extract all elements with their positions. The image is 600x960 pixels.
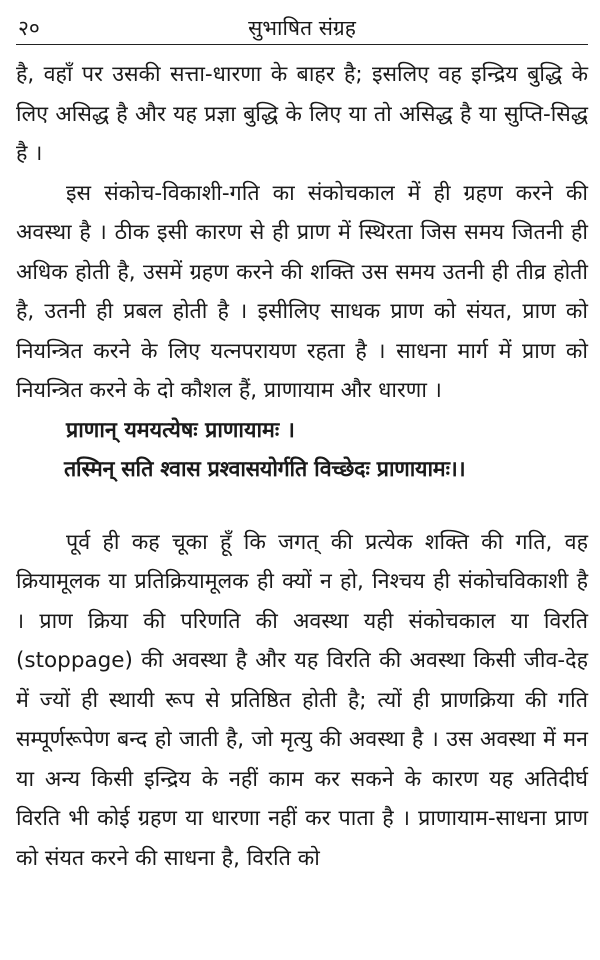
paragraph-3: पूर्व ही कह चूका हूँ कि जगत् की प्रत्येक शक्ति की गति, वह क्रियामूलक या प्रतिक्रियामूलक ही क्यों न हो, निश्चय ही संकोचविकाशी है । प्राण क्रिया की परिणति की अवस्था यही संकोचकाल या विरति (stoppage) की अवस्था है और यह विरति की अवस्था किसी जीव-देह में ज्यों ही स्थायी रूप से प्रतिष्ठित होती है; त्यों ही प्राणक्रिया की गति सम्पूर्णरूपेण बन्द हो जाती है, जो मृत्यु की अवस्था है । उस अवस्था में मन या अन्य किसी इन्द्रिय के नहीं काम कर सकने के कारण यह अतिदीर्घ विरति भी कोई ग्रहण या धारणा नहीं कर पाता है । प्राणायाम-साधना प्राण को संयत करने की साधना है, विरति को xyxy=(16,529,588,871)
page-number: २० xyxy=(18,16,40,40)
sanskrit-verse-block xyxy=(16,411,588,489)
page-header xyxy=(16,0,588,45)
paragraph-1: है, वहाँ पर उसकी सत्ता-धारणा के बाहर है; इसलिए वह इन्द्रिय बुद्धि के लिए असिद्ध है और यह प्रज्ञा बुद्धि के लिए या तो असिद्ध है या सुप्ति-सिद्ध है । xyxy=(16,62,588,166)
verse-line-1: प्राणान् यमयत्येषः प्राणायामः । xyxy=(66,417,295,443)
verse-line-2: तस्मिन् सति श्वास प्रश्वासयोर्गति विच्छेदः प्राणायामः।। xyxy=(64,456,466,482)
paragraph-2: इस संकोच-विकाशी-गति का संकोचकाल में ही ग्रहण करने की अवस्था है । ठीक इसी कारण से ही प्राण में स्थिरता जिस समय जितनी ही अधिक होती है, उसमें ग्रहण करने की शक्ति उस समय उतनी ही तीव्र होती है, उतनी ही प्रबल होती है । इसीलिए साधक प्राण को संयत, प्राण को नियन्त्रित करने के लिए यत्नपरायण रहता है । साधना मार्ग में प्राण को नियन्त्रित करने के दो कौशल हैं, प्राणायाम और धारणा । xyxy=(16,180,588,403)
running-title: सुभाषित संग्रह xyxy=(248,16,356,40)
